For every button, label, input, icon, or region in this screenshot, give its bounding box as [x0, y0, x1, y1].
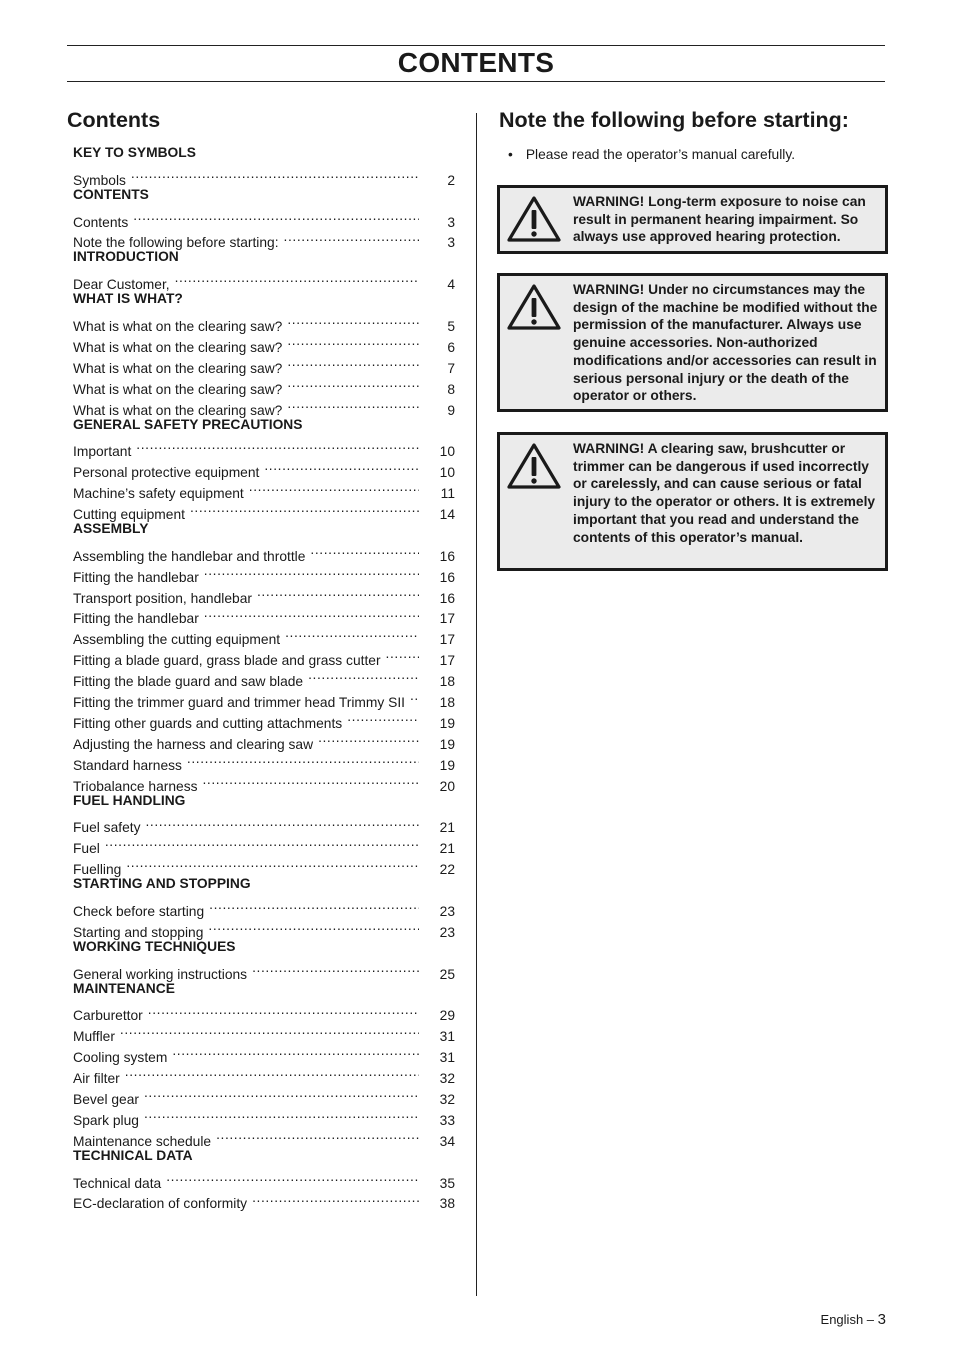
toc-entry [73, 227, 455, 251]
bullet-item [508, 145, 795, 165]
toc-entry-page: 3 [447, 214, 455, 230]
toc-entry-page: 17 [439, 611, 455, 627]
toc-dot-leader [204, 603, 419, 624]
toc-entry-label: Transport position, handlebar [73, 590, 252, 606]
footer-page-number: 3 [877, 1311, 886, 1328]
toc-entry [73, 895, 455, 919]
bullet-text: Please read the operator’s manual carefully. [525, 147, 796, 162]
toc-entry-page: 32 [439, 1091, 455, 1107]
toc-entry-label: Muffler [73, 1029, 115, 1045]
toc-entry-page: 19 [439, 736, 455, 752]
toc-dot-leader [252, 1188, 419, 1209]
toc-group-title: KEY TO SYMBOLS [73, 145, 196, 160]
title-underline [67, 81, 885, 82]
toc-dot-leader [287, 310, 419, 331]
toc-entry [73, 1083, 455, 1107]
toc-group-title: WHAT IS WHAT? [73, 291, 183, 307]
toc-group-title: CONTENTS [73, 186, 149, 202]
toc-group-title: FUEL HANDLING [73, 792, 186, 808]
column-divider [476, 113, 477, 1296]
toc-entry-page: 8 [447, 381, 455, 397]
toc-entry [73, 1000, 455, 1024]
toc-entry-label: Note the following before starting: [73, 235, 279, 251]
toc-group-title: ASSEMBLY [73, 521, 149, 537]
page-title: CONTENTS [397, 47, 555, 78]
toc-entry-label: Cutting equipment [73, 507, 185, 523]
toc-entry-label: Fuel [73, 841, 100, 857]
toc-dot-leader [287, 394, 419, 415]
toc-entry-page: 35 [439, 1175, 455, 1191]
toc-group-title: MAINTENANCE [73, 980, 175, 996]
toc-dot-leader [126, 853, 419, 874]
notes-heading: Note the following before starting: [499, 108, 849, 132]
toc-dot-leader [216, 1125, 419, 1146]
toc-dot-leader [144, 1104, 419, 1125]
toc-entry-page: 14 [439, 507, 455, 523]
toc-entry-page: 21 [439, 820, 455, 836]
toc-entry-page: 32 [439, 1071, 455, 1087]
toc-entry-label: Adjusting the harness and clearing saw [73, 736, 314, 752]
table-of-contents [73, 143, 455, 1212]
toc-dot-leader [386, 644, 419, 665]
toc-entry [73, 812, 455, 836]
warning-triangle-icon [506, 441, 562, 491]
toc-dot-leader [249, 477, 419, 498]
toc-dot-leader [187, 749, 419, 770]
toc-entry-label: Fitting a blade guard, grass blade and grass cutter [73, 653, 381, 669]
toc-dot-leader [285, 623, 419, 644]
toc-dot-leader [145, 812, 419, 833]
toc-entry-page: 18 [439, 674, 455, 690]
toc-entry [73, 958, 455, 982]
toc-entry-page: 34 [439, 1133, 455, 1149]
bullet-symbol: • [508, 147, 513, 162]
toc-dot-leader [347, 707, 419, 728]
warning-triangle-icon [506, 194, 562, 244]
toc-entry-page: 11 [440, 486, 455, 502]
toc-dot-leader [318, 728, 419, 749]
toc-entry [73, 310, 455, 335]
warning-text: WARNING! Long-term exposure to noise can result in permanent hearing impairment. So always use approved hearing protection. [573, 194, 866, 245]
toc-entry-label: Fitting the handlebar [73, 569, 199, 585]
toc-dot-leader [148, 1000, 419, 1021]
toc-entry-page: 18 [439, 695, 455, 711]
toc-dot-leader [172, 1041, 419, 1062]
toc-entry [73, 1041, 455, 1066]
toc-entry-label: What is what on the clearing saw? [73, 319, 283, 335]
warning-box-modification [497, 273, 888, 412]
toc-entry-page: 4 [447, 277, 455, 293]
toc-entry-page: 31 [439, 1029, 455, 1045]
toc-entry-label: Dear Customer, [73, 277, 170, 293]
warning-text: WARNING! A clearing saw, brushcutter or trimmer can be dangerous if used incorrectly or carelessly, and can cause serious or fatal injury to the operator or others. It is extremely important that you read and understand the contents of this operator’s manual. [573, 441, 876, 545]
toc-entry-label: Machine’s safety equipment [73, 486, 244, 502]
toc-entry [73, 832, 455, 857]
warning-text: WARNING! Under no circumstances may the design of the machine be modified without the permission of the manufacturer. Always use genuine accessories. Non-authorized modifications and/or accessories can result in serious personal injury or the death of the operator or others. [573, 282, 878, 404]
toc-entry-label: What is what on the clearing saw? [73, 360, 283, 376]
toc-dot-leader [190, 498, 419, 519]
toc-dot-leader [120, 1020, 419, 1041]
toc-entry-page: 33 [439, 1112, 455, 1128]
warning-box-danger [497, 432, 888, 571]
toc-entry-label: Fuelling [73, 862, 122, 878]
toc-group-title: STARTING AND STOPPING [73, 876, 251, 892]
toc-dot-leader [144, 1083, 419, 1104]
contents-heading: Contents [67, 108, 161, 132]
toc-dot-leader [257, 582, 419, 603]
toc-dot-leader [105, 832, 419, 853]
toc-entry-page: 23 [439, 903, 455, 919]
toc-entry-label: Assembling the handlebar and throttle [73, 548, 306, 564]
toc-entry-label: Spark plug [73, 1112, 139, 1128]
toc-entry-page: 2 [447, 172, 455, 188]
toc-entry-label: What is what on the clearing saw? [73, 381, 283, 397]
toc-entry-page: 17 [439, 653, 455, 669]
toc-entry-label: What is what on the clearing saw? [73, 402, 283, 418]
toc-entry-label: Cooling system [73, 1050, 168, 1066]
toc-dot-leader [410, 686, 419, 707]
toc-entry-label: What is what on the clearing saw? [73, 339, 283, 355]
toc-dot-leader [264, 456, 419, 477]
toc-dot-leader [203, 770, 420, 791]
toc-entry-label: Air filter [73, 1071, 120, 1087]
toc-dot-leader [125, 1062, 419, 1083]
toc-entry-page: 23 [439, 924, 455, 940]
warning-box-noise [497, 185, 888, 254]
toc-entry-label: Personal protective equipment [73, 465, 260, 481]
toc-entry-label: Standard harness [73, 757, 182, 773]
toc-dot-leader [209, 895, 419, 916]
toc-entry-page: 22 [439, 862, 455, 878]
page-footer [821, 1311, 886, 1329]
toc-dot-leader [166, 1167, 419, 1188]
toc-entry-label: Fitting the handlebar [73, 611, 199, 627]
toc-dot-leader [287, 373, 419, 394]
toc-dot-leader [175, 268, 419, 289]
toc-entry-page: 16 [439, 569, 455, 585]
toc-entry-label: Technical data [73, 1175, 162, 1191]
toc-group-title: TECHNICAL DATA [73, 1147, 193, 1163]
toc-entry-page: 16 [439, 548, 455, 564]
toc-entry-label: Assembling the cutting equipment [73, 632, 281, 648]
toc-dot-leader [308, 665, 419, 686]
toc-entry [73, 853, 455, 878]
toc-entry-label: Bevel gear [73, 1091, 139, 1107]
toc-dot-leader [287, 352, 419, 373]
toc-group-title: GENERAL SAFETY PRECAUTIONS [73, 416, 303, 432]
toc-entry-page: 38 [439, 1196, 455, 1212]
toc-entry [73, 540, 455, 564]
toc-entry-page: 5 [447, 319, 455, 335]
toc-group-title: INTRODUCTION [73, 249, 179, 265]
toc-entry-page: 16 [439, 590, 455, 606]
toc-entry-page: 31 [439, 1050, 455, 1066]
toc-entry-label: Maintenance schedule [73, 1133, 212, 1149]
toc-entry [73, 1167, 455, 1191]
footer-separator: – [866, 1312, 875, 1327]
toc-entry-label: Triobalance harness [73, 778, 198, 794]
toc-entry [73, 1020, 455, 1045]
toc-dot-leader [204, 561, 419, 582]
toc-entry-page: 19 [439, 715, 455, 731]
toc-entry-page: 20 [439, 778, 455, 794]
toc-entry [73, 1062, 455, 1087]
toc-dot-leader [131, 164, 419, 185]
toc-entry [73, 206, 455, 230]
toc-entry-label: EC-declaration of conformity [73, 1196, 248, 1212]
toc-dot-leader [310, 540, 419, 561]
toc-entry-label: Fitting the trimmer guard and trimmer head Trimmy SII [73, 695, 405, 711]
toc-entry-label: Important [73, 444, 132, 460]
toc-entry-page: 19 [439, 757, 455, 773]
toc-group-title: WORKING TECHNIQUES [73, 938, 236, 954]
toc-entry-label: Starting and stopping [73, 924, 204, 940]
footer-language: English [820, 1312, 864, 1327]
toc-entry-label: Contents [73, 214, 129, 230]
toc-entry [73, 268, 455, 293]
toc-entry-label: Fuel safety [73, 820, 141, 836]
toc-dot-leader [287, 331, 419, 352]
toc-dot-leader [252, 958, 419, 979]
toc-entry [73, 164, 455, 188]
toc-entry-label: General working instructions [73, 966, 248, 982]
toc-entry-page: 7 [447, 360, 455, 376]
toc-dot-leader [133, 206, 419, 227]
toc-entry-page: 17 [439, 632, 455, 648]
toc-entry-page: 9 [447, 402, 455, 418]
toc-entry-label: Fitting other guards and cutting attachments [73, 715, 343, 731]
toc-entry-label: Carburettor [73, 1008, 143, 1024]
warning-triangle-icon [506, 282, 562, 332]
toc-entry-page: 10 [439, 444, 455, 460]
toc-dot-leader [284, 227, 419, 248]
toc-entry-label: Symbols [73, 172, 126, 188]
toc-dot-leader [208, 916, 419, 937]
toc-entry-label: Fitting the blade guard and saw blade [73, 674, 304, 690]
toc-entry-page: 25 [439, 966, 455, 982]
toc-dot-leader [136, 435, 419, 456]
toc-entry-page: 3 [447, 235, 455, 251]
toc-entry-label: Check before starting [73, 903, 205, 919]
toc-entry [73, 435, 455, 460]
toc-entry-page: 10 [439, 465, 455, 481]
toc-entry-page: 21 [439, 841, 455, 857]
toc-entry-page: 6 [447, 339, 455, 355]
toc-entry-page: 29 [439, 1008, 455, 1024]
